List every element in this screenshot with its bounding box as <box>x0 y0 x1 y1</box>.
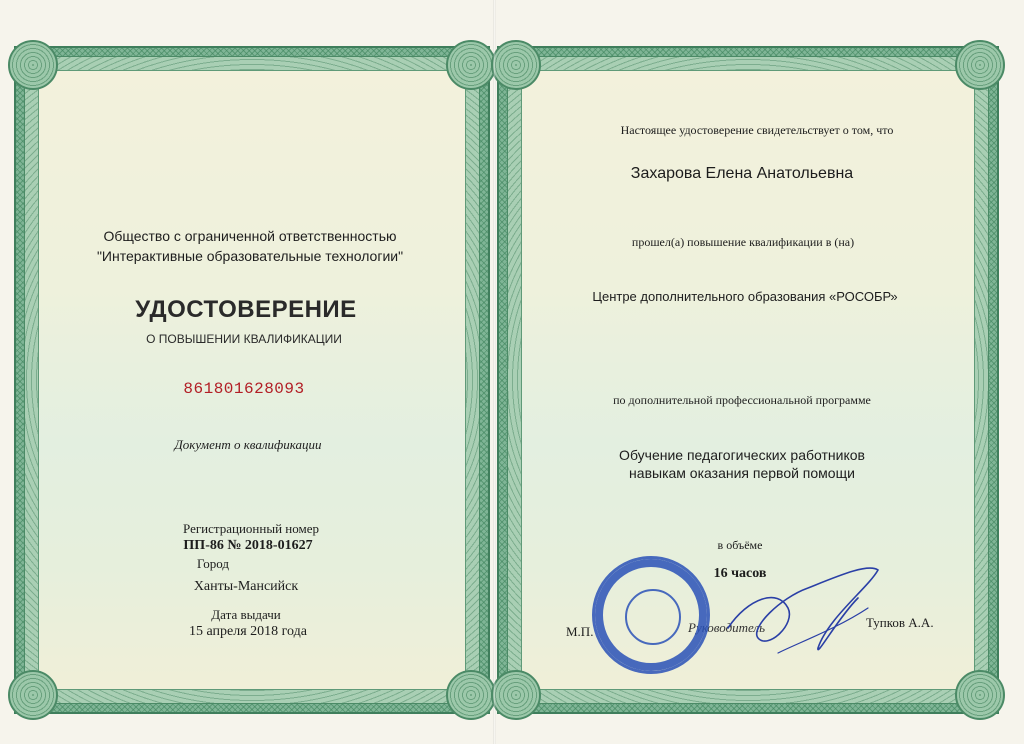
program-name <box>619 446 865 482</box>
issue-date-label: Дата выдачи <box>211 607 281 622</box>
head-label: Руководитель <box>688 620 766 635</box>
issuing-organization <box>97 226 403 266</box>
page-fold <box>493 0 496 744</box>
document-subtitle: О ПОВЫШЕНИИ КВАЛИФИКАЦИИ <box>146 332 342 346</box>
official-seal-stamp <box>592 556 710 674</box>
signature-stroke <box>728 568 878 650</box>
handwritten-signature <box>718 558 888 668</box>
holder-name: Захарова Елена Анатольевна <box>630 165 854 182</box>
corner-rosette <box>491 670 541 720</box>
certificate-number: 861801628093 <box>183 380 305 398</box>
registration-number: ПП-86 № 2018-01627 <box>183 538 313 553</box>
registration-label: Регистрационный номер <box>183 521 319 536</box>
corner-rosette <box>8 40 58 90</box>
organization-line-2: "Интерактивные образовательные технологии" <box>96 248 404 264</box>
hours-value: 16 часов <box>713 566 767 581</box>
corner-rosette <box>8 670 58 720</box>
document-type: Документ о квалификации <box>174 437 322 452</box>
organization-line-1: Общество с ограниченной ответственностью <box>103 228 397 244</box>
stamp-place-label: М.П. <box>566 624 594 639</box>
issue-date: 15 апреля 2018 года <box>189 624 307 639</box>
passed-training-text: прошел(а) повышение квалификации в (на) <box>631 235 855 249</box>
signer-name: Тупков А.А. <box>866 615 934 630</box>
seal-inner-ring <box>625 589 681 645</box>
corner-rosette <box>955 40 1005 90</box>
city-value: Ханты-Мансийск <box>193 579 299 594</box>
corner-rosette <box>446 40 496 90</box>
volume-label: в объёме <box>717 538 763 552</box>
training-institution: Центре дополнительного образования «РОСОБР» <box>592 289 898 304</box>
corner-rosette <box>446 670 496 720</box>
program-line-2: навыкам оказания первой помощи <box>629 465 855 481</box>
signature-stroke <box>778 608 868 653</box>
city-label: Город <box>196 556 230 571</box>
certification-intro: Настоящее удостоверение свидетельствует о том, что <box>620 123 894 137</box>
document-title: УДОСТОВЕРЕНИЕ <box>135 296 357 323</box>
program-line-1: Обучение педагогических работников <box>619 447 865 463</box>
program-label: по дополнительной профессиональной программе <box>613 393 871 407</box>
corner-rosette <box>491 40 541 90</box>
corner-rosette <box>955 670 1005 720</box>
